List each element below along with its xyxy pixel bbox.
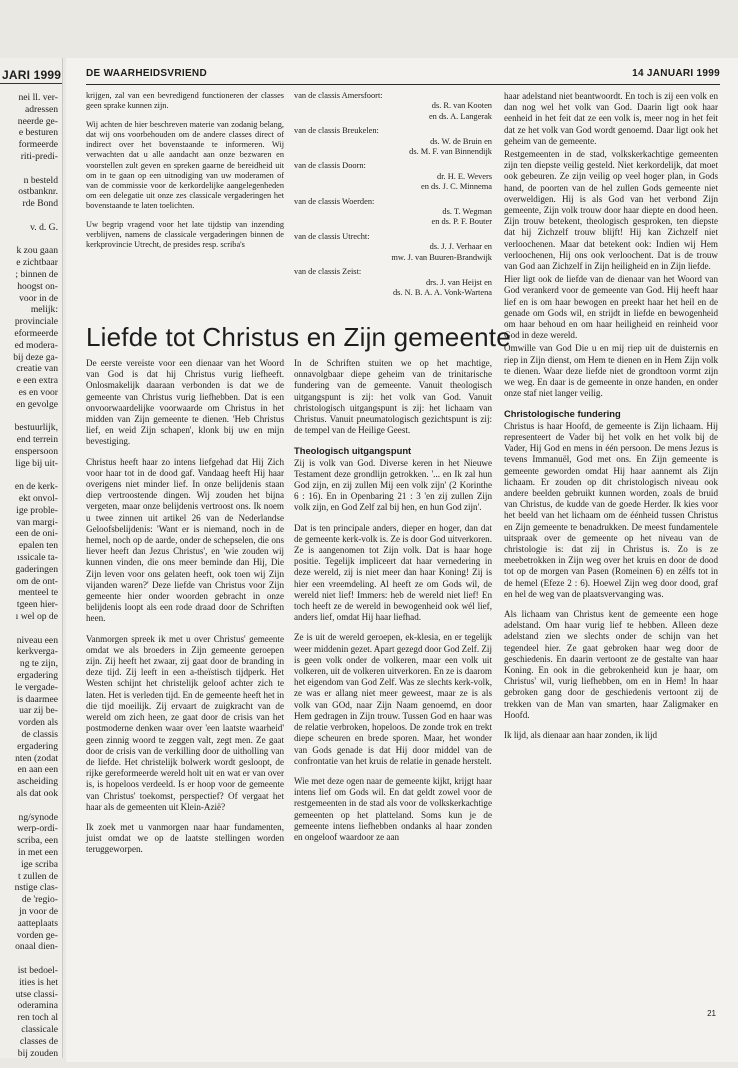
article-paragraph: Dat is ten principale anders, dieper en hoger, dan dat de gemeente kerk-volk is. Ze is door God uitverkoren. Ze is aangenomen tot Zijn volk. Dat is haar hoge positie. Tegelijk impliceert dat haar vernedering in deze wereld, zij is niet meer dan haar Koning! Zij is hier een vreemdeling. Al heeft ze om Gods wil, de wereld niet lief! Immers: heb de wereld niet lief! En toch heeft ze de wereld in bewogenheid ook wél lief, anders lief, omdat Hij haar liefhad. [294,522,492,623]
signatory-names: drs. J. van Heijst en ds. N. B. A. A. Vonk-Wartena [392,277,492,297]
article-paragraph: Wie met deze ogen naar de gemeente kijkt, krijgt haar intens lief om Gods wil. En dat geldt zowel voor de restgemeenten in de stad als voor de volkskerkachtige gemeenten op het platteland. Soms kun je de gemeente intens liefhebben ondanks al haar zonden en ongeloof waardoor ze aan [294,775,492,842]
page [66,58,738,1062]
letter-paragraph: Uw begrip vragend voor het late tijdstip van inzending verblijven, namens de classicale vergaderingen binnen de kerkprovincie Utrecht, de presides resp. scriba's [86,220,284,250]
signatory-block [294,267,492,298]
classis-label: van de classis Utrecht: [294,231,370,241]
previous-page-strip [0,58,63,1058]
header-rule [86,84,720,85]
signatory-names: ds. J. J. Verhaar en mw. J. van Buuren-Brandwijk [391,242,492,262]
article-paragraph: Christus heeft haar zo intens liefgehad dat Hij Zich voor haar tot in de dood gaf. Vandaag heeft Hij haar overigens niet minder lief. In onze belijdenis staan diep vertroostende dingen. Wij zouden het bijna vergeten, maar onze belijdenis vertroost ons. Ik noem u twee zinnen uit artikel 26 van de Nederlandse Geloofsbelijdenis: 'Want er is niemand, noch in de hemel, noch op de aarde, onder de schepselen, die ons liever heeft dan Jezus Christus', en 'wie zouden wij kunnen vinden, die ons meer beminde dan Hij, Die Zijn leven voor ons gelaten heeft, ook toen wij Zijn vijanden waren?' Deze liefde van Christus voor Zijn gemeente hier onder woorden gebracht in onze belijdenis loopt als een rode draad door de Schriften heen. [86,456,284,624]
classis-label: van de classis Amersfoort: [294,91,383,100]
classis-label: van de classis Zeist: [294,267,362,277]
page-header [86,68,720,79]
article-paragraph: Ik zoek met u vanmorgen naar haar fundamenten, juist omdat we op de laatste stellingen worden teruggeworpen. [86,821,284,855]
publication-title: DE WAARHEIDSVRIEND [86,68,207,79]
classis-label: van de classis Doorn: [294,161,366,171]
article-paragraph: Restgemeenten in de stad, volkskerkachtige gemeenten zijn ten diepste veilig gesteld. Niet kerkordelijk, dat moet ook gebeuren. Ze zijn veilig op veel hoger plan, in Gods hand, de poorten van de hel zullen Gods gemeente niet overweldigen. Hij is als God van het verbond Zijn gemeente, Zijn volk trouw door haar diepte en dood heen. Zijn trouw betekent, theologisch gesproken, ten diepste dat hij Zichzelf trouw blijft! Hij kan Zichzelf niet verloochenen. Maar dat betekent ook: Indien wij Hem verloochenen, Hij ons ook verloochent. Dat is de trouw van God aan Zichzelf in Zijn heiligheid en in Zijn liefde. [504,149,718,272]
signatory-block [294,161,492,192]
article-column-2 [294,358,492,852]
signatory-block [294,126,492,157]
signatories-column [294,91,492,302]
signatory-block [294,232,492,263]
section-heading: Christologische fundering [504,408,621,420]
previous-page-header: JARI 1999 [2,68,62,82]
article-paragraph: Ze is uit de wereld geroepen, ek-klesia, en er tegelijk weer middenin gezet. Apart gezegd door God Zelf. Zij is geen volk onder de volkeren, maar een volk uit volkeren, uit de volkeren uitverkoren. En ze is daarom het eigendom van God Zelf. Was ze slechts kerk-volk, ze was er allang niet meer geweest, maar ze is als volk van GOd, naar Zijn Naam genoemd, en door Hem gedragen in Zijn trouw. Tussen God en haar was de relatie verbroken, hopeloos. De zonde trok en trekt diepe scheuren en brede sporen. Maar, het wonder van Gods genade is dat Hij door middel van de confrontatie van het kruis de relatie in genade herstelt. [294,632,492,766]
classis-label: van de classis Woerden: [294,196,375,206]
previous-page-rule [0,83,62,84]
signatory-block [294,91,492,122]
previous-page-text: nei ll. ver- adressen neerde ge- e besturen formeerde riti-predi- n besteld ostbanknr. rde Bond v. d. G. k zou gaan e zichtbaar ; binnen de hoogst on- voor in de melijk: provinciale eformeerde ed modera- bij deze ga- creatie van e een extra es en voor en gevolge bestuurlijk, end terrein enspersoon lige bij uit- en de kerk- ekt onvol- ige proble- van margi- een de oni- epalen ten ıssicale ta- gaderingen om de ont- menteel te tgeen hier- ı wel op de niveau een kerkverga- ng te zijn, ergadering le vergade- is daarmee uar zij be- vorden als de classis ergadering nten (zodat en aan een ascheiding als dat ook ng/synode werp-ordi- scriba, een in met een ige scriba t zullen de nstige clas- de 'regio- jn voor de aatteplaats vorden ge- onaal dien- ist bedoel- ities is het utse classi- oderamina ren toch al classicale classes de bij zouden [13,92,58,1058]
article-paragraph: Hier ligt ook de liefde van de dienaar van het Woord van God verankerd voor de gemeente van God. Hij heeft haar lief en is om haar bewogen en preekt haar het heil en de genade om Gods wil, en strijdt in liefde en bewogenheid om haar behoud en om haar heiligheid en reinheid voor God in deze wereld. [504,274,718,341]
article-paragraph: Ik lijd, als dienaar aan haar zonden, ik lijd [504,729,658,740]
issue-date: 14 JANUARI 1999 [632,68,720,79]
section-heading: Theologisch uitgangspunt [294,445,412,457]
article-paragraph: Omwille van God Die u en mij riep uit de duisternis en riep in Zijn dienst, om Hem te dienen en in Hem Zijn volk te dienen. Waar deze liefde niet de grondtoon vormt zijn we weg. En daar is de gemeente in onze handen, en onder onze staf niet langer veilig. [504,343,718,399]
signatory-names: ds. W. de Bruin en ds. M. F. van Binnendijk [409,136,492,157]
classis-label: van de classis Breukelen: [294,126,379,136]
letter-closing-column [86,91,284,259]
signatory-names: dr. H. E. Wevers en ds. J. C. Minnema [421,171,492,192]
article-paragraph: Vanmorgen spreek ik met u over Christus' gemeente omdat we als broeders in Zijn gemeente geroepen zijn. Zij heeft het zwaar, zij gaat door de branding in deze tijd. Zij leeft in een a-theïstisch tijdperk. Het Westen schijnt het christelijk geloof achter zich te laten. Het is verleden tijd. En de gemeente heeft het in die tijd moeilijk. Zij ervaart de zuigkracht van de wereld om zich heen, ze gaat door de crisis van het postmoderne denken waar over 'een laatste waarheid' geen zinnig woord te zeggen valt, zegt men. Ze gaat door de crisis van de verkilling door de uitholling van de liefde. Het christelijk bolwerk wordt gesloopt, de rijke gereformeerde wereld holt uit en wat er van over is, is hopeloos verdeeld. Is er hoop voor de gemeente van Christus' toekomst, perspectief? Of vergaat het haar als de gemeenten uit Klein-Azië? [86,633,284,812]
signatory-names: ds. R. van Kooten en ds. A. Langerak [428,101,492,121]
letter-paragraph: krijgen, zal van een bevredigend functioneren der classes geen sprake kunnen zijn. [86,91,284,111]
article-paragraph: Als lichaam van Christus kent de gemeente een hoge adelstand. Om haar vurig lief te hebben. Alleen deze adelstand zien we slechts onder de schijn van het tegendeel hier. Ze gaat gebroken haar weg door de geschiedenis. En daarin vertoont ze de gestalte van haar Koning. En ook in die gebrokenheid kun je haar, om Christus' wil, vurig liefhebben, om en in Hem! In haar gebroken gang door de geschiedenis vertoont zij de trekken van de Man van smarten, haar Zaligmaker en Hoofd. [504,608,718,720]
page-number: 21 [707,1009,716,1018]
article-paragraph: Christus is haar Hoofd, de gemeente is Zijn lichaam. Hij representeert de Vader bij het volk en het volk bij de Vader, Hij God en mens in één persoon. De mens Jezus is tevens Immanuël, God met ons. En Zijn gemeente is gemeente geworden omdat Hij haar aannemt als Zijn lichaam. Er zouden op dit christologisch niveau ook andere beelden gebruikt kunnen worden, zoals de bruid van Christus, de kudde van de goede Herder. Ik kies voor het beeld van het lichaam om de éénheid tussen Christus en Zijn gemeente te benadrukken. De meest fundamentele uitspraak over de gemeente op het niveau van de christologie is: dat zij in Christus is. Zo is ze meebetrokken in Zijn weg over het kruis en door de dood tot op de morgen van Pasen (Romeinen 6) en zélfs tot in de hemel (Efeze 2 : 6). Hoewel Zijn weg door dood, graf en hel de weg van de plaatsvervanging was. [504,420,718,599]
signatory-block [294,197,492,228]
letter-paragraph: Wij achten de hier beschreven materie van zodanig belang, dat wij ons voorbehouden om de andere classes direct of indirect over het bovenstaande te informeren. Wij verwachten dat u alle aandacht aan onze bezwaren en voorstellen zult geven en spreken gaarne de bereidheid uit om in te gaan op een uitnodiging van uw moderamen of van de commissie voor de kerkordelijke aangelegenheden om een delegatie uit onze zes classicale vergaderingen het bovenstaande te laten toelichten. [86,120,284,210]
article-column-3 [504,91,718,750]
article-paragraph: In de Schriften stuiten we op het machtige, onnavolgbaar diepe geheim van de trinitarische fundering van de gemeente. Vanuit theologisch uitgangspunt is zij: het volk van God. Vanuit christologisch uitgangspunt is zij: het lichaam van Christus. Vanuit pneumatologisch gezichtspunt is zij: de tempel van de Heilige Geest. [294,358,492,436]
article-paragraph: haar adelstand niet beantwoordt. En toch is zij een volk en dan nog wel het volk van God. Daarin ligt ook haar eenheid in het feit dat ze een volk is, meer nog in het feit dat ze het volk van God wordt genoemd. Daar ligt ook het geheim van de gemeente. [504,91,718,146]
article-column-1 [86,358,284,865]
article-title: Liefde tot Christus en Zijn gemeente [86,322,511,352]
article-paragraph: De eerste vereiste voor een dienaar van het Woord van God is dat hij Christus vurig liefheeft. Onlosmakelijk daaraan verbonden is dat we de gemeente van Christus vurig liefhebben. Dat is een onvoorwaardelijke voorwaarde om Christus in het midden van Zijn gemeente te dienen. 'Heb Christus lief, en weid Zijn schapen', klonk bij uw en mijn bevestiging. [86,358,284,447]
article-paragraph: Zij is volk van God. Diverse keren in het Nieuwe Testament deze grondlijn getrokken. '... en Ik zal hun God zijn, en zij zullen Mij een volk zijn' (2 Korinthe 6 : 16). En in Openbaring 21 : 3 'en zij zullen Zijn volk zijn, en God Zelf zal bij hen, en hun God zijn'. [294,457,492,513]
signatory-names: ds. T. Wegman en ds. P. F. Bouter [431,207,492,227]
